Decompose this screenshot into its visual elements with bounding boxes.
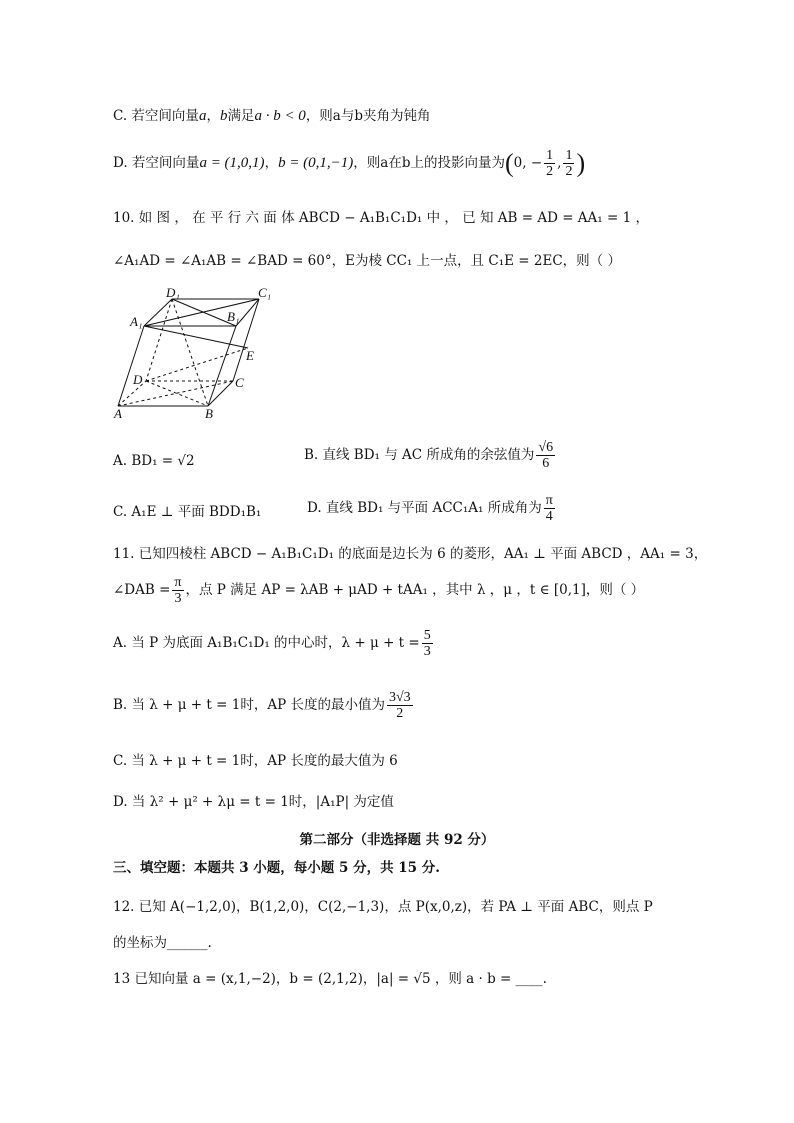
q11-angle-frac: $\frac{\pi}{3}$ [174, 575, 182, 606]
q11-b-frac: $\frac{3√3}{2}$ [388, 690, 411, 721]
part2-title: 第二部分（非选择题 共 92 分） [299, 832, 495, 848]
label-b1: B₁ [227, 309, 240, 324]
q9-d-mid: ，则a在b上的投影向量为 [353, 155, 505, 171]
q10-option-c: C. A₁E ⊥ 平面 BDD₁B₁ [113, 504, 262, 520]
q9-d-vector-a: a = (1,0,1) [199, 155, 265, 171]
q9-c-end: ，则a与b夹角为钝角 [305, 108, 431, 124]
q10-option-d: D. 直线 BD₁ 与平面 ACC₁A₁ 所成角为 $\frac{\pi}{4}$ [307, 493, 553, 524]
section3-heading: 三、填空题：本题共 3 小题，每小题 5 分，共 15 分. [113, 860, 440, 876]
label-c1: C₁ [258, 285, 272, 300]
q10-option-a: A. BD₁ = √2 [113, 453, 195, 469]
q10-stem-line1: 10. 如 图 ， 在 平 行 六 面 体 ABCD − A₁B₁C₁D₁ 中 ， 已 知 AB = AD = AA₁ = 1 ， [113, 210, 649, 226]
q9-c-vector-b: b [219, 108, 228, 124]
q9-d-vec-start: 0, − [513, 155, 543, 171]
q11-a-frac: $\frac{5}{3}$ [423, 628, 431, 659]
q9-d-label: D. 若空间向量 [113, 155, 200, 171]
q9-c-vector-a: a [198, 108, 207, 124]
q11-option-c: C. 当 λ + μ + t = 1时，AP 长度的最大值为 6 [113, 753, 398, 769]
q9-d-sep: ， [264, 155, 279, 171]
q9-c-dot: a · b < 0 [254, 108, 306, 124]
q9-d-vector-b: b = (0,1,−1) [278, 155, 354, 171]
q12-line1: 12. 已知 A(−1,2,0)，B(1,2,0)，C(2,−1,3)，点 P(x,0,z)，若 PA ⊥ 平面 ABC，则点 P [113, 899, 653, 915]
q9-d-vec-comma: , [557, 155, 562, 171]
q10-b-frac: $\frac{√6}{6}$ [538, 440, 554, 471]
label-e: E [246, 348, 254, 363]
parallelepiped-figure [110, 284, 285, 424]
label-d1: D₁ [166, 285, 180, 300]
label-b: B [205, 406, 213, 421]
q9-c-label: C. 若空间向量 [113, 108, 199, 124]
q9-c-mid: 满足 [227, 108, 255, 124]
label-c: C [235, 375, 244, 390]
q10-stem-line2: ∠A₁AD = ∠A₁AB = ∠BAD = 60°，E为棱 CC₁ 上一点，且 C₁E = 2EC，则（ ） [113, 253, 621, 269]
q11-stem-line2: ∠DAB = $\frac{\pi}{3}$ ，点 P 满足 AP = λAB + μAD + tAA₁ ，其中 λ ，μ ，t ∈ [0,1]，则（ ） [113, 575, 645, 606]
q10-option-b: B. 直线 BD₁ 与 AC 所成角的余弦值为 $\frac{√6}{6}$ [304, 440, 554, 471]
q11-option-a: A. 当 P 为底面 A₁B₁C₁D₁ 的中心时，λ + μ + t = $\frac{5}{3}$ [113, 628, 431, 659]
q9-option-c [113, 106, 431, 126]
q11-stem-line1: 11. 已知四棱柱 ABCD − A₁B₁C₁D₁ 的底面是边长为 6 的菱形，AA₁ ⊥ 平面 ABCD ，AA₁ = 3， [113, 546, 708, 562]
q13-line1: 13 已知向量 a = (x,1,−2)，b = (2,1,2)，|a| = √5 ，则 a · b = ____. [113, 971, 547, 987]
q10-d-frac: $\frac{\pi}{4}$ [545, 493, 553, 524]
label-a1: A₁ [130, 314, 143, 329]
q11-option-b: B. 当 λ + μ + t = 1时，AP 长度的最小值为 $\frac{3√3}{2}$ [113, 690, 411, 721]
q9-c-sep: ， [206, 108, 220, 124]
q12-line2: 的坐标为______. [113, 935, 212, 951]
q9-d-frac1: $\frac{1}{2}$ [546, 148, 554, 179]
q11-option-d: D. 当 λ² + μ² + λμ = t = 1时，|A₁P| 为定值 [113, 794, 394, 810]
label-d: D [133, 372, 143, 387]
label-a: A [114, 406, 122, 421]
q9-d-frac2: $\frac{1}{2}$ [565, 148, 573, 179]
q9-option-d: D. 若空间向量a = (1,0,1)，b = (0,1,−1)，则a在b上的投影向量为(0, − $\frac{1}{2}$ , $\frac{1}{2}$ ) [113, 148, 586, 179]
